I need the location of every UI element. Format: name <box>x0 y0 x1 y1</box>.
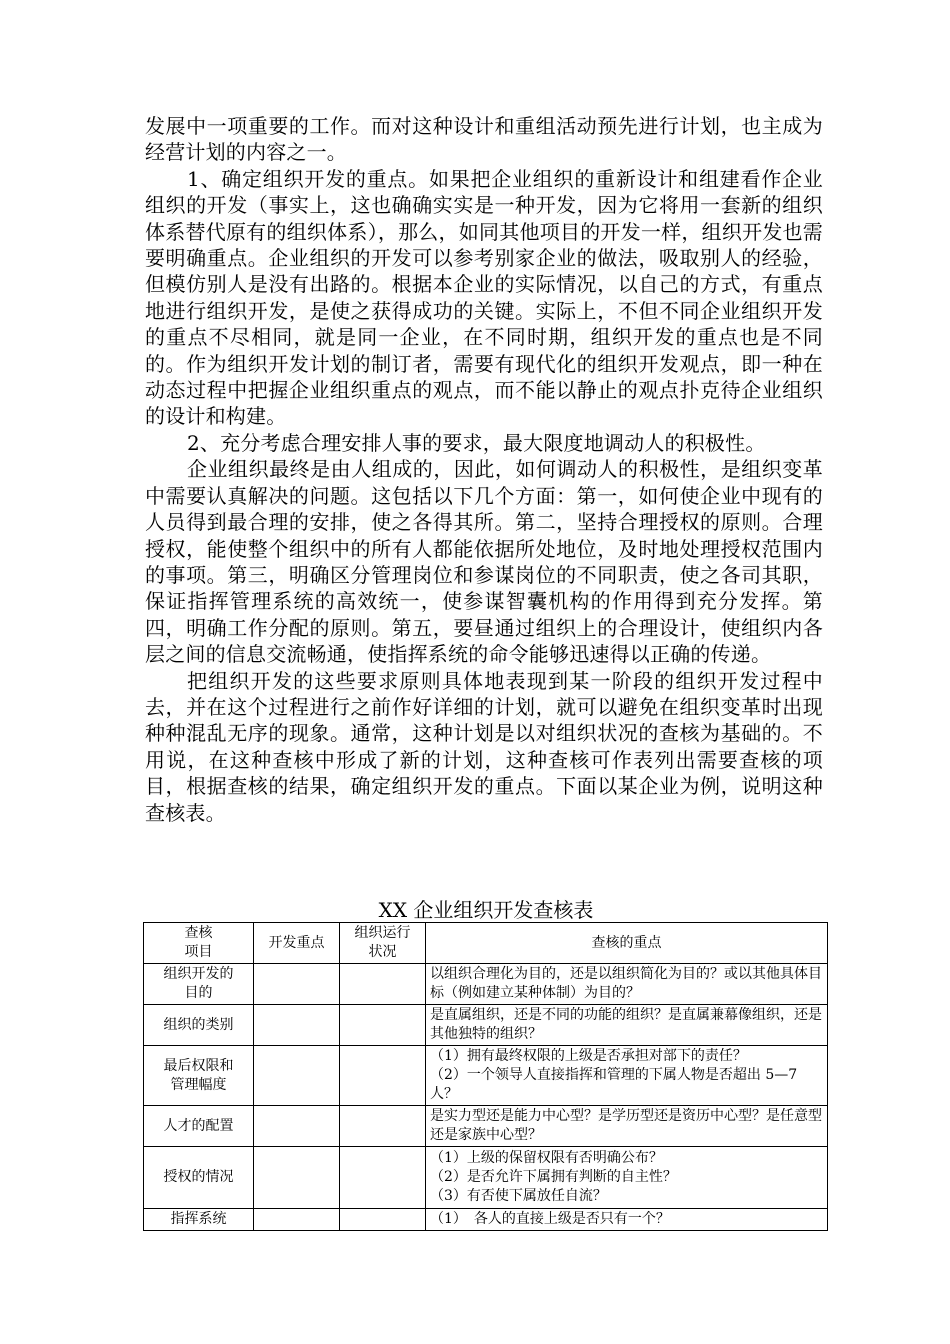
row-check-focus: （1） 各人的直接上级是否只有一个？ <box>426 1209 828 1231</box>
row-dev-focus <box>254 1005 340 1046</box>
header-check-focus: 查核的重点 <box>426 923 828 964</box>
header-status-line: 状况 <box>368 944 397 960</box>
header-status-line: 组织运行 <box>354 925 411 941</box>
check-table <box>143 922 828 1231</box>
table-row <box>144 1106 828 1147</box>
row-dev-focus <box>254 1046 340 1106</box>
row-item-line: 组织开发的 <box>163 966 234 982</box>
check-line: （3）有否使下属放任自流？ <box>430 1188 607 1204</box>
row-check-focus: 以组织合理化为目的，还是以组织简化为目的？或以其他具体目标（例如建立某种体制）为目的？ <box>426 964 828 1005</box>
check-line: （2）是否允许下属拥有判断的自主性？ <box>430 1169 677 1185</box>
row-item: 人才的配置 <box>144 1106 254 1147</box>
row-item <box>144 1046 254 1106</box>
row-item <box>144 964 254 1005</box>
row-check-focus: 是实力型还是能力中心型？是学历型还是资历中心型？是任意型还是家族中心型？ <box>426 1106 828 1147</box>
header-item-line: 查核 <box>184 925 213 941</box>
check-line: （1）拥有最终权限的上级是否承担对部下的责任？ <box>430 1048 747 1064</box>
row-status <box>340 1106 426 1147</box>
check-line: （1）上级的保留权限有否明确公布？ <box>430 1150 663 1166</box>
header-status <box>340 923 426 964</box>
table-row <box>144 964 828 1005</box>
paragraph-4: 企业组织最终是由人组成的，因此，如何调动人的积极性，是组织变革中需要认真解决的问题。这包括以下几个方面：第一，如何使企业中现有的人员得到最合理的安排，使之各得其所。第二，坚持合理授权的原则。合理授权，能使整个组织中的所有人都能依据所处地位，及时地处理授权范围内的事项。第三，明确区分管理岗位和参谋岗位的不同职责，使之各司其职，保证指挥管理系统的高效统一，使参谋智囊机构的作用得到充分发挥。第四，明确工作分配的原则。第五，要昼通过组织上的合理设计，使组织内各层之间的信息交流畅通，使指挥系统的命令能够迅速得以正确的传递。 <box>145 457 823 667</box>
row-item: 指挥系统 <box>144 1209 254 1231</box>
table-row <box>144 1147 828 1209</box>
row-status <box>340 1005 426 1046</box>
check-line: （2）一个领导人直接指挥和管理的下属人物是否超出 5—7 人？ <box>430 1067 798 1102</box>
row-check-focus <box>426 1046 828 1106</box>
row-dev-focus <box>254 964 340 1005</box>
row-item-line: 目的 <box>184 985 213 1001</box>
paragraph-1: 发展中一项重要的工作。而对这种设计和重组活动预先进行计划，也主成为经营计划的内容之一。 <box>145 114 823 165</box>
table-header-row <box>144 923 828 964</box>
row-check-focus: 是直属组织，还是不同的功能的组织？是直属兼幕像组织，还是其他独特的组织？ <box>426 1005 828 1046</box>
table-title: XX 企业组织开发查核表 <box>378 898 594 922</box>
table-row <box>144 1046 828 1106</box>
row-check-focus <box>426 1147 828 1209</box>
paragraph-2: 1、确定组织开发的重点。如果把企业组织的重新设计和组建看作企业组织的开发（事实上，这也确确实实是一种开发，因为它将用一套新的组织体系替代原有的组织体系），那么，如同其他项目的开发一样，组织开发也需要明确重点。企业组织的开发可以参考别家企业的做法，吸取别人的经验，但模仿别人是没有出路的。根据本企业的实际情况，以自己的方式，有重点地进行组织开发，是使之获得成功的关键。实际上，不但不同企业组织开发的重点不尽相同，就是同一企业，在不同时期，组织开发的重点也是不同的。作为组织开发计划的制订者，需要有现代化的组织开发观点，即一种在动态过程中把握企业组织重点的观点，而不能以静止的观点扑克待企业组织的设计和构建。 <box>145 166 823 429</box>
body-text <box>145 113 823 826</box>
row-status <box>340 964 426 1005</box>
row-status <box>340 1046 426 1106</box>
row-item: 组织的类别 <box>144 1005 254 1046</box>
header-dev-focus: 开发重点 <box>254 923 340 964</box>
row-item-line: 最后权限和 <box>163 1057 234 1074</box>
row-dev-focus <box>254 1147 340 1209</box>
header-item <box>144 923 254 964</box>
row-item-line: 管理幅度 <box>170 1076 227 1093</box>
row-dev-focus <box>254 1209 340 1231</box>
table-row <box>144 1209 828 1231</box>
paragraph-3: 2、充分考虑合理安排人事的要求，最大限度地调动人的积极性。 <box>187 430 766 455</box>
header-item-line: 项目 <box>184 944 213 960</box>
row-dev-focus <box>254 1106 340 1147</box>
row-status <box>340 1147 426 1209</box>
row-item: 授权的情况 <box>144 1147 254 1209</box>
table-row <box>144 1005 828 1046</box>
row-status <box>340 1209 426 1231</box>
paragraph-5: 把组织开发的这些要求原则具体地表现到某一阶段的组织开发过程中去，并在这个过程进行之前作好详细的计划，就可以避免在组织变革时出现种种混乱无序的现象。通常，这种计划是以对组织状况的查核为基础的。不用说，在这种查核中形成了新的计划，这种查核可作表列出需要查核的项目，根据查核的结果，确定组织开发的重点。下面以某企业为例，说明这种查核表。 <box>145 668 823 825</box>
